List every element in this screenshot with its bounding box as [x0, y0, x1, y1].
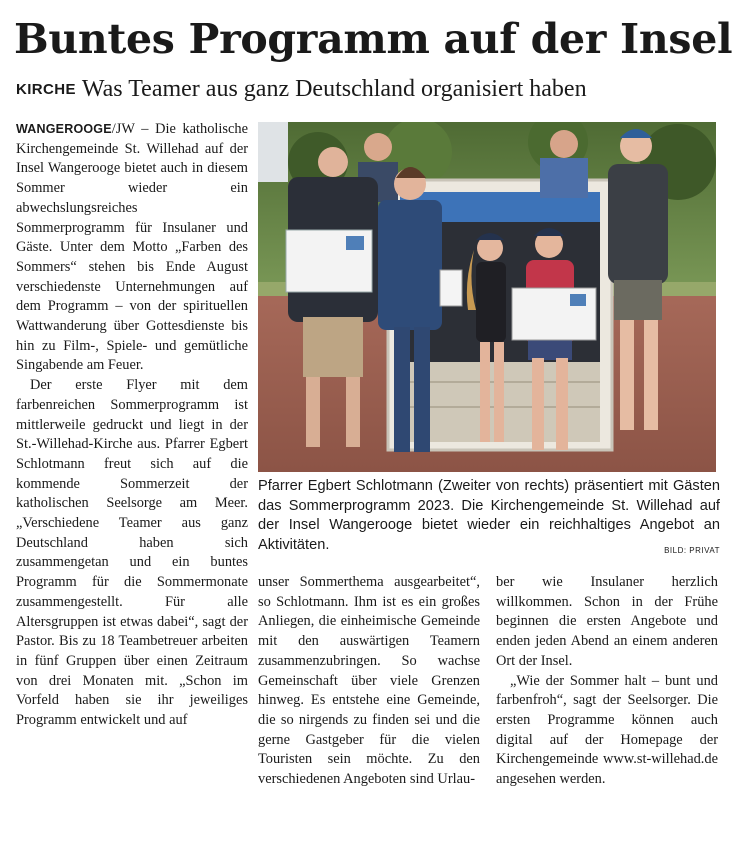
kicker: KIRCHE	[16, 81, 76, 98]
photo-illustration	[258, 122, 716, 472]
paragraph: ber wie Insulaner herzlich willkommen. Schon in der Frühe beginnen die ersten Angebote und enden jeden Abend an einem anderen Ort der Insel.	[496, 574, 718, 669]
subheadline-row	[16, 73, 728, 106]
paragraph: unser Sommerthema ausgearbeitet“, so Schlotmann. Ihm ist es ein großes Anliegen, die einheimische Gemeinde mit den auswärtigen Teamern zusammenzubringen. So wachse Gemeinschaft über viele Grenzen hinweg. Es entstehe eine Gemeinde, die so nirgends zu finden sei und die gerne Gastgeber für die vielen Touristen sein möchte. Zu den verschiedenen Angeboten sind Urlau-	[258, 574, 480, 788]
paragraph: Der erste Flyer mit dem farbenreichen Sommerprogramm ist mittlerweile gedruckt und liegt in der St.-Willehad-Kirche aus. Pfarrer Egbert Schlotmann freut sich auf die kommende Sommerzeit der katholischen Seelsorge am Meer. „Verschiedene Teamer aus ganz Deutschland haben sich zusammengetan und ein buntes Programm für die Sommermonate zusammengestellt. Für alle Altersgruppen ist etwas dabei“, sagt der Pastor. Bis zu 18 Teambetreuer arbeiten in fünf Gruppen über einen Zeitraum von drei Monaten mit. „Schon im Vorfeld haben sie ihr jeweiliges Programm entwickelt und auf	[16, 377, 248, 729]
article-column-2	[258, 573, 480, 790]
paragraph	[16, 120, 248, 376]
paragraph-text: Die katholische Kirchengemeinde St. Willehad auf der Insel Wangerooge bietet auch in diesem Sommer wieder ein abwechslungsreiches Sommerprogramm für Insulaner und Gäste. Unter dem Motto „Farben des Sommers“ stehen bis Ende August verschiedenste Unternehmungen auf dem Programm – von der spirituellen Wattwanderung über Gottesdienste bis hin zu Film-, Spiele- und gemütliche Singabende am Feuer.	[16, 121, 248, 374]
subheadline: Was Teamer aus ganz Deutschland organisiert haben	[81, 76, 587, 102]
dateline: WANGEROOGE	[16, 122, 112, 136]
article-column-1	[16, 120, 248, 731]
paragraph: „Wie der Sommer halt – bunt und farbenfroh“, sagt der Seelsorger. Die ersten Programme können auch digital auf der Homepage der Kirchengemeinde www.st-willehad.de angesehen werden.	[496, 672, 718, 788]
photo-caption	[258, 477, 720, 560]
article-column-3	[496, 573, 718, 790]
news-photo	[258, 122, 716, 472]
headline: Buntes Programm auf der Insel	[14, 15, 733, 63]
photo-credit: BILD: PRIVAT	[664, 545, 720, 555]
author: /JW –	[111, 121, 149, 137]
caption-text: Pfarrer Egbert Schlotmann (Zweiter von rechts) präsentiert mit Gästen das Sommerprogramm 2023. Die Kirchengemeinde St. Willehad auf der Insel Wangerooge bietet wieder ein reichhaltiges Angebot an Aktivitäten.	[258, 478, 720, 553]
